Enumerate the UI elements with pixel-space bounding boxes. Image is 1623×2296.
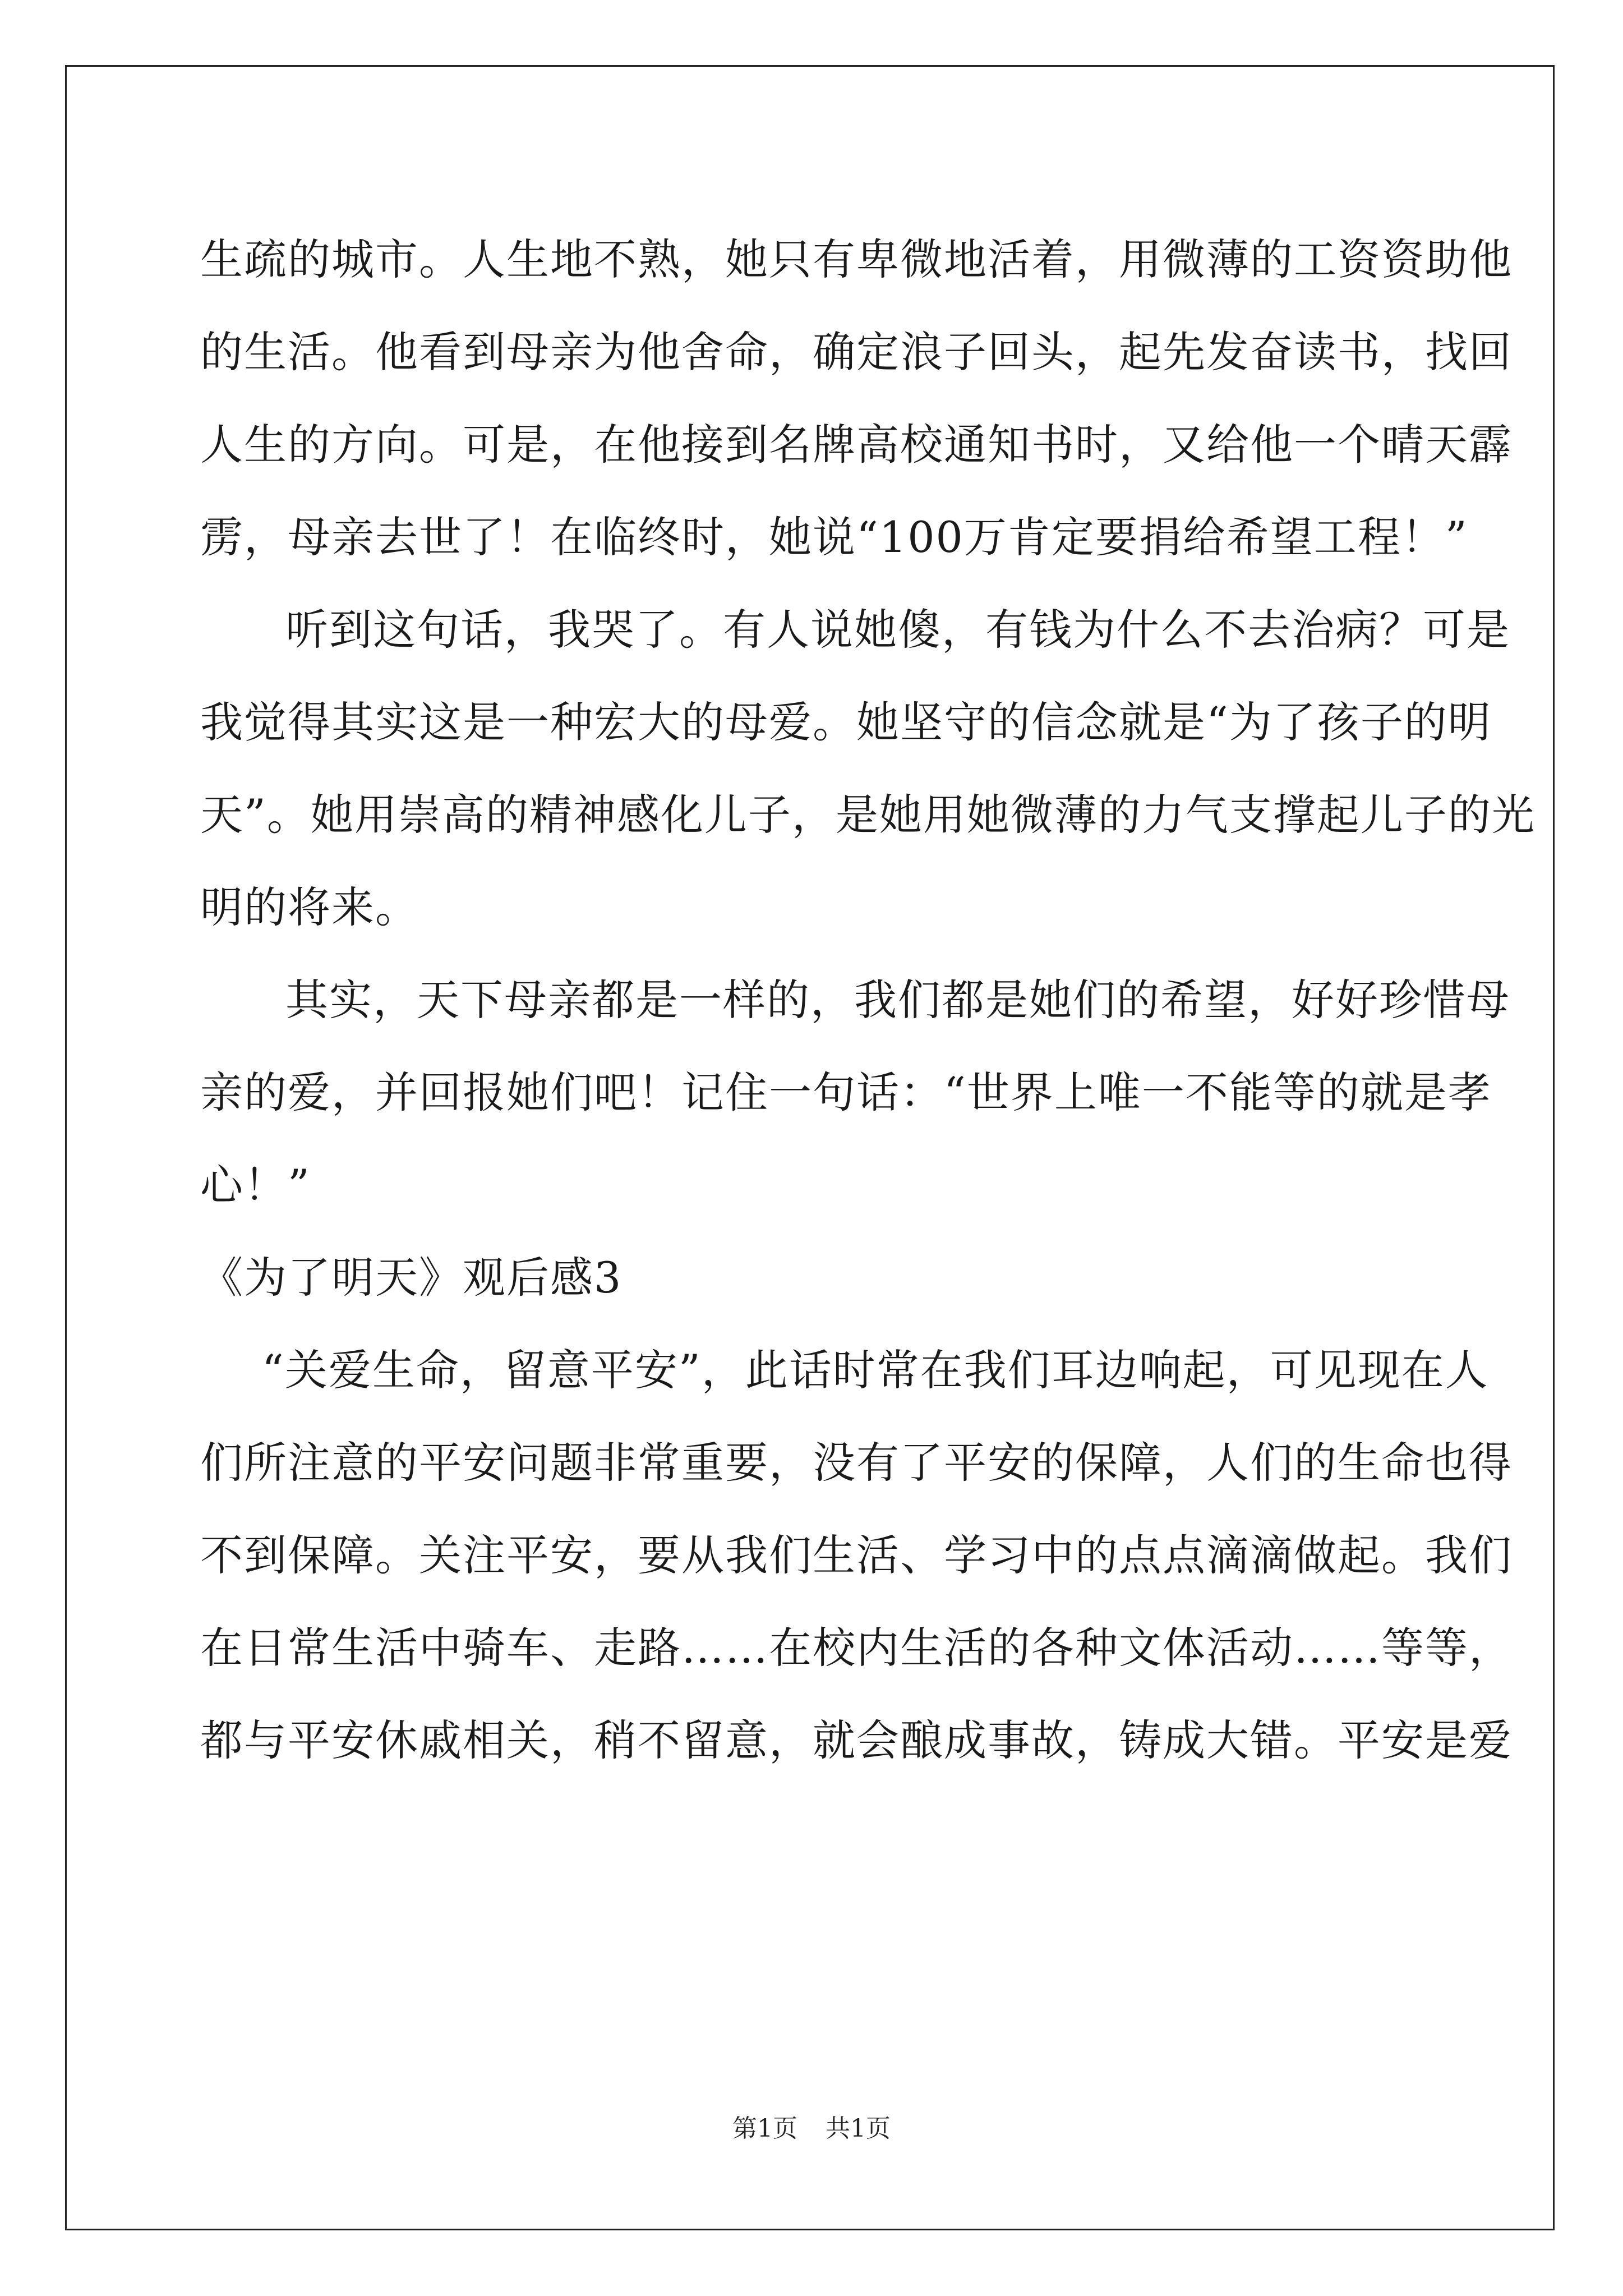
text-line: “关爱生命，留意平安”，此话时常在我们耳边响起，可见现在人 — [262, 1345, 1489, 1395]
page-footer — [0, 2112, 1623, 2146]
page-number-total: 共1页 — [826, 2114, 891, 2143]
text-line: 天”。她用崇高的精神感化儿子，是她用她微薄的力气支撑起儿子的光 — [200, 790, 1536, 840]
text-line: 明的将来。 — [200, 882, 419, 932]
text-line: 其实，天下母亲都是一样的，我们都是她们的希望，好好珍惜母 — [285, 975, 1510, 1025]
text-line: 雳，母亲去世了！在临终时，她说“100万肯定要捐给希望工程！” — [200, 512, 1468, 562]
paragraph-1 — [200, 213, 1513, 583]
paragraph-4 — [200, 1324, 1513, 1787]
text-line: 心！” — [200, 1160, 311, 1210]
text-line: 都与平安休戚相关，稍不留意，就会酿成事故，铸成大错。平安是爱 — [200, 1715, 1513, 1765]
paragraph-2 — [200, 583, 1536, 954]
text-line: 生疏的城市。人生地不熟，她只有卑微地活着，用微薄的工资资助他 — [200, 234, 1513, 284]
text-line: 听到这句话，我哭了。有人说她傻，有钱为什么不去治病？可是 — [285, 605, 1510, 655]
document-body — [200, 213, 1536, 1787]
section-heading: 《为了明天》观后感3 — [200, 1253, 623, 1303]
paragraph-3 — [200, 954, 1510, 1231]
text-line: 在日常生活中骑车、走路……在校内生活的各种文体活动……等等， — [200, 1623, 1513, 1673]
text-line: 我觉得其实这是一种宏大的母爱。她坚守的信念就是“为了孩子的明 — [200, 697, 1492, 747]
text-line: 的生活。他看到母亲为他舍命，确定浪子回头，起先发奋读书，找回 — [200, 327, 1513, 377]
page-number-current: 第1页 — [732, 2114, 797, 2143]
text-line: 不到保障。关注平安，要从我们生活、学习中的点点滴滴做起。我们 — [200, 1530, 1513, 1580]
text-line: 人生的方向。可是，在他接到名牌高校通知书时，又给他一个晴天霹 — [200, 420, 1513, 470]
text-line: 们所注意的平安问题非常重要，没有了平安的保障，人们的生命也得 — [200, 1438, 1513, 1488]
text-line: 亲的爱，并回报她们吧！记住一句话：“世界上唯一不能等的就是孝 — [200, 1068, 1492, 1117]
